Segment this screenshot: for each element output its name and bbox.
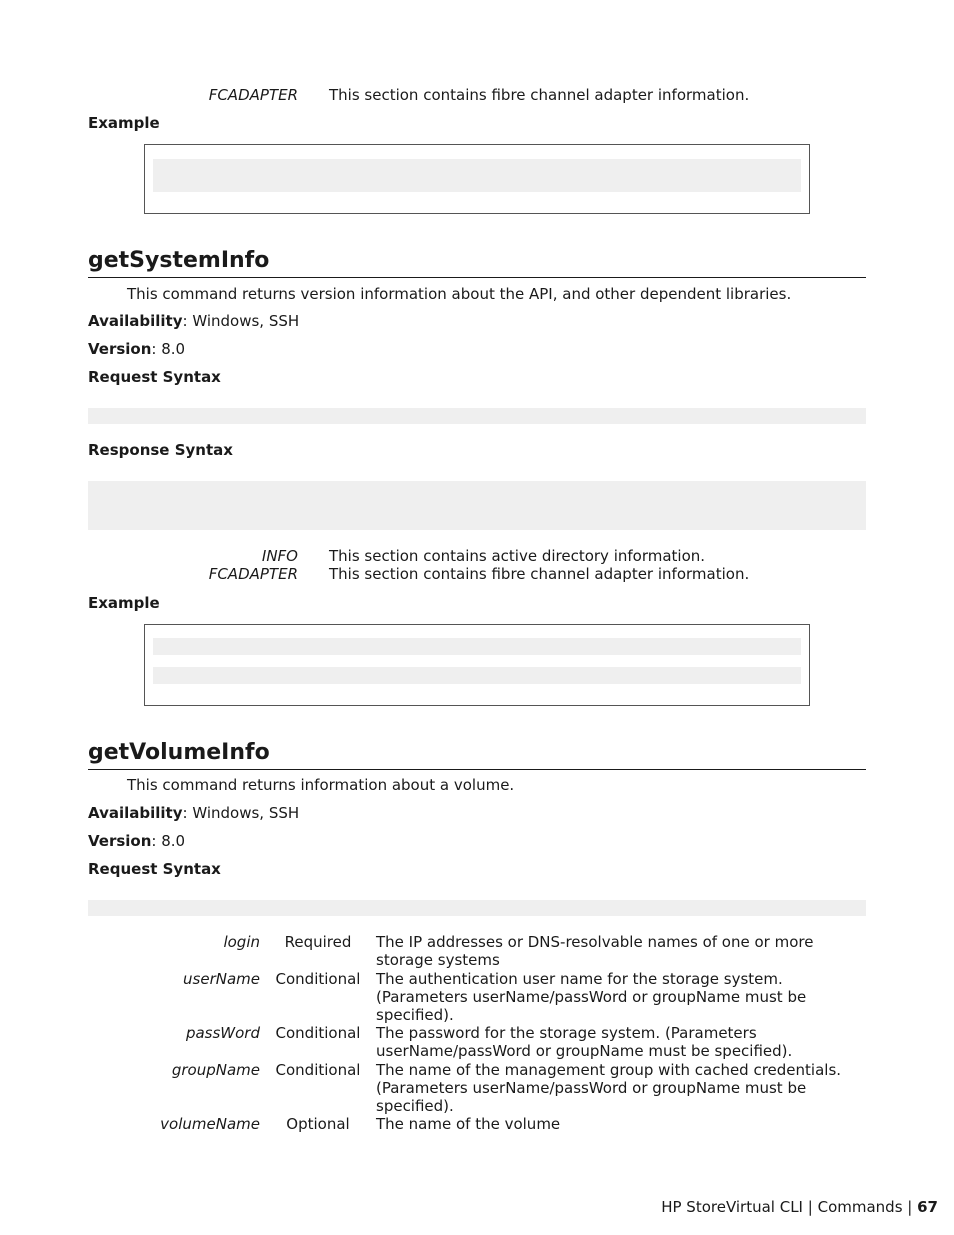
- command-description: This command returns information about a volume.: [127, 776, 515, 794]
- param-name: volumeName: [160, 1115, 260, 1133]
- footer-product: HP StoreVirtual CLI: [661, 1198, 803, 1216]
- section-rule: [88, 277, 866, 278]
- footer-section: Commands: [817, 1198, 903, 1216]
- availability-line: [88, 804, 299, 822]
- response-syntax-code: [88, 481, 866, 530]
- param-requirement: Conditional: [275, 1024, 361, 1042]
- example-code-box: [144, 624, 810, 706]
- param-name: passWord: [185, 1024, 260, 1042]
- table-row: [88, 970, 866, 1024]
- param-description: This section contains fibre channel adapter information.: [329, 565, 750, 583]
- availability-line: [88, 312, 299, 330]
- example-label: Example: [88, 114, 160, 132]
- param-name: groupName: [171, 1061, 260, 1079]
- page-footer: [661, 1198, 938, 1216]
- request-syntax-code: [88, 408, 866, 424]
- request-syntax-label: Request Syntax: [88, 860, 221, 878]
- availability-value: : Windows, SSH: [182, 312, 300, 330]
- example-label: Example: [88, 594, 160, 612]
- param-desc: The authentication user name for the storage system. (Parameters userName/passWord or groupName must be specified).: [376, 970, 807, 1024]
- parameter-table: [88, 933, 866, 1135]
- param-term: INFO: [261, 547, 298, 565]
- param-term: FCADAPTER: [208, 565, 298, 583]
- command-description: This command returns version information about the API, and other dependent libraries.: [127, 285, 792, 303]
- version-line: [88, 340, 185, 358]
- version-label: Version: [88, 340, 152, 358]
- footer-separator: |: [907, 1198, 918, 1216]
- code-line: [153, 159, 801, 192]
- param-requirement: Required: [284, 933, 352, 951]
- param-desc: The password for the storage system. (Parameters userName/passWord or groupName must be specified).: [376, 1024, 793, 1060]
- param-requirement: Conditional: [275, 970, 361, 988]
- availability-label: Availability: [88, 804, 183, 822]
- version-line: [88, 832, 185, 850]
- availability-value: : Windows, SSH: [182, 804, 300, 822]
- param-desc: The name of the volume: [376, 1115, 561, 1133]
- version-value: : 8.0: [151, 832, 186, 850]
- table-row: [88, 1061, 866, 1115]
- param-name: login: [223, 933, 260, 951]
- table-row: [88, 1115, 866, 1135]
- footer-separator: |: [807, 1198, 818, 1216]
- section-rule: [88, 769, 866, 770]
- code-line: [153, 667, 801, 684]
- param-term: FCADAPTER: [208, 86, 298, 104]
- param-name: userName: [183, 970, 260, 988]
- code-line: [153, 638, 801, 655]
- version-label: Version: [88, 832, 152, 850]
- example-code-box: [144, 144, 810, 214]
- param-requirement: Conditional: [275, 1061, 361, 1079]
- param-desc: The IP addresses or DNS-resolvable names of one or more storage systems: [376, 933, 814, 969]
- version-value: : 8.0: [151, 340, 186, 358]
- param-desc: The name of the management group with cached credentials. (Parameters userName/passWord or groupName must be specified).: [376, 1061, 842, 1115]
- table-row: [88, 1024, 866, 1061]
- section-title: getVolumeInfo: [88, 740, 270, 765]
- param-description: This section contains fibre channel adapter information.: [329, 86, 750, 104]
- page-number: 67: [917, 1198, 938, 1216]
- availability-label: Availability: [88, 312, 183, 330]
- param-description: This section contains active directory information.: [329, 547, 706, 565]
- table-row: [88, 933, 866, 970]
- request-syntax-code: [88, 900, 866, 916]
- response-syntax-label: Response Syntax: [88, 441, 233, 459]
- request-syntax-label: Request Syntax: [88, 368, 221, 386]
- param-requirement: Optional: [286, 1115, 350, 1133]
- section-title: getSystemInfo: [88, 248, 270, 273]
